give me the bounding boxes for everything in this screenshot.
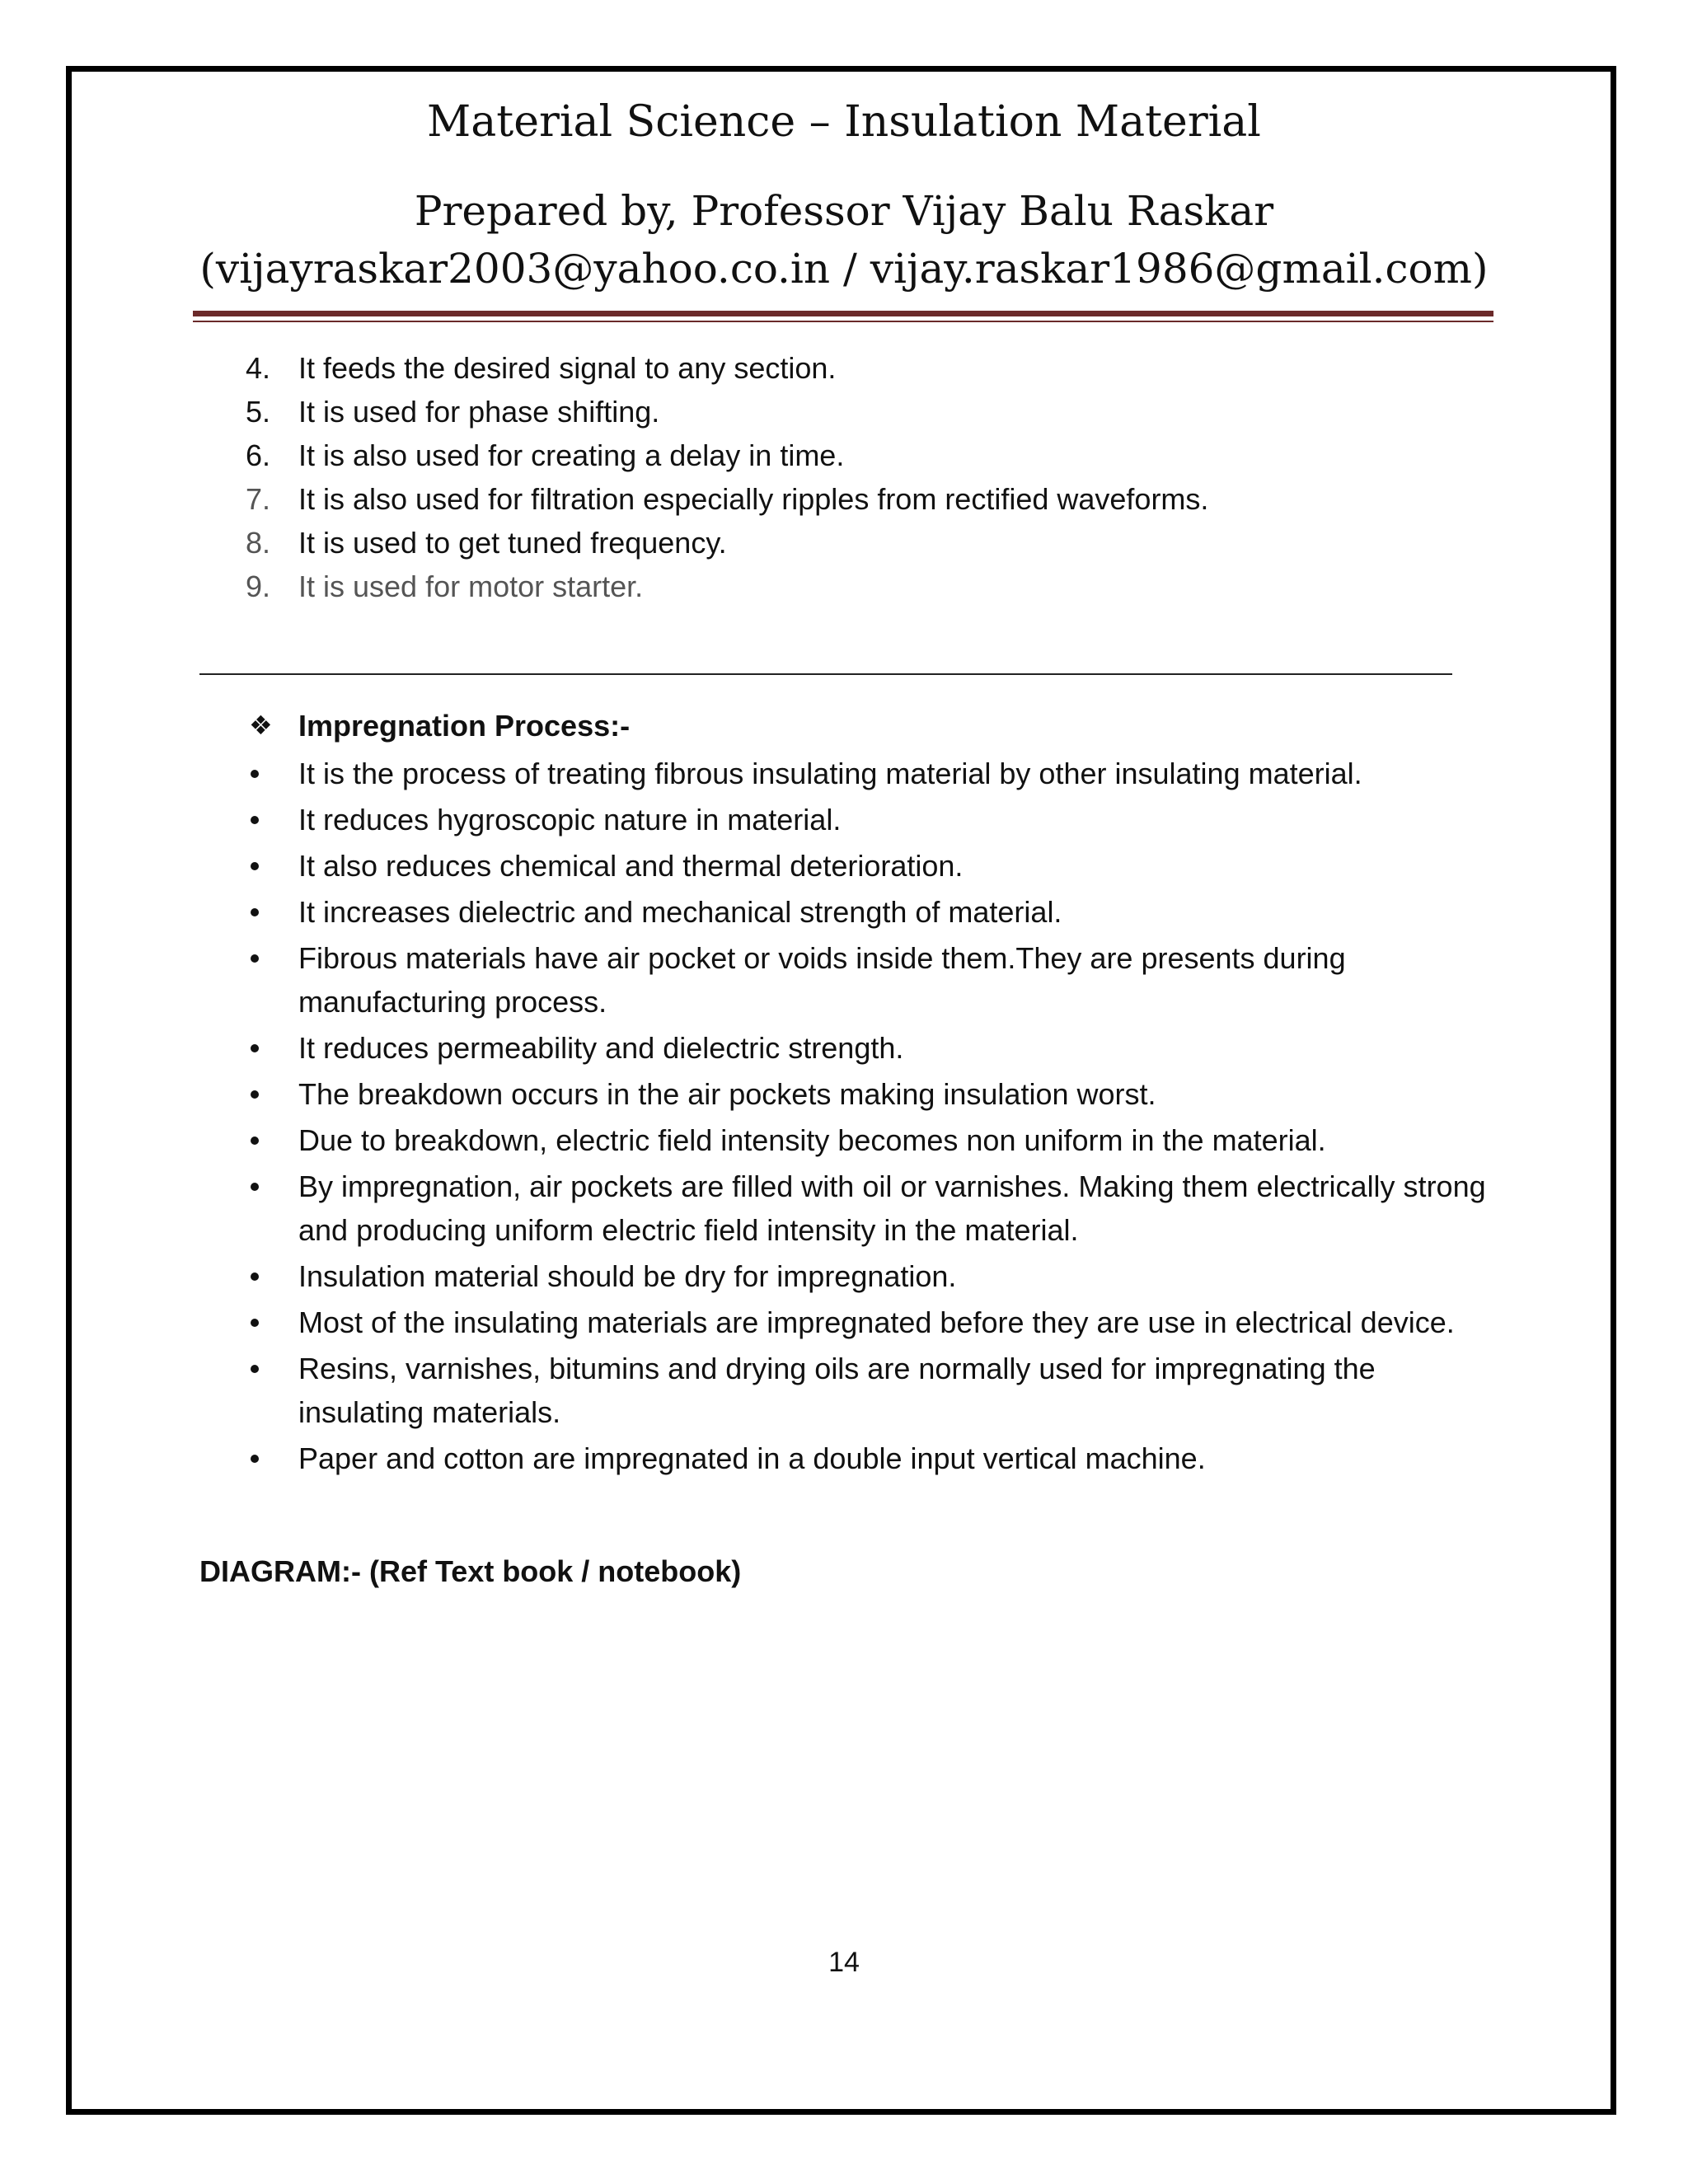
bullet-item: [247, 752, 1500, 795]
bullet-dot-icon: [247, 1072, 298, 1116]
list-item: [246, 524, 1482, 568]
bullet-item: [247, 1026, 1500, 1070]
bullet-text: Resins, varnishes, bitumins and drying oils are normally used for impregnating the insulating materials.: [298, 1352, 1376, 1429]
bullet-item: [247, 1301, 1500, 1344]
bullet-dot-icon: [247, 844, 298, 888]
list-text: It is used for motor starter.: [298, 569, 644, 603]
bullet-text: The breakdown occurs in the air pockets making insulation worst.: [298, 1077, 1156, 1111]
list-text: It is used for phase shifting.: [298, 395, 660, 429]
bullet-list: [247, 752, 1500, 1483]
section-heading: [247, 709, 630, 743]
page-number: 14: [828, 1947, 860, 1978]
bullet-item: [247, 1165, 1500, 1252]
header-rule-thin: [193, 321, 1493, 322]
list-item: [246, 437, 1482, 480]
bullet-dot-icon: [247, 1026, 298, 1070]
section-separator: [199, 673, 1452, 675]
list-text: It is used to get tuned frequency.: [298, 526, 727, 560]
list-number: 5.: [246, 395, 271, 429]
diagram-label: DIAGRAM:- (Ref Text book / notebook): [199, 1554, 742, 1588]
bullet-dot-icon: [247, 1301, 298, 1344]
header-rule-thick: [193, 311, 1493, 316]
bullet-text: It is the process of treating fibrous insulating material by other insulating material.: [298, 757, 1362, 790]
bullet-text: Fibrous materials have air pocket or voids inside them.They are presents during manufacturing process.: [298, 941, 1346, 1019]
bullet-dot-icon: [247, 936, 298, 1024]
bullet-item: [247, 1072, 1500, 1116]
bullet-dot-icon: [247, 798, 298, 841]
bullet-text: It reduces hygroscopic nature in material.: [298, 803, 842, 837]
bullet-dot-icon: [247, 1254, 298, 1298]
list-number: 4.: [246, 351, 271, 385]
bullet-text: It increases dielectric and mechanical strength of material.: [298, 895, 1062, 929]
bullet-text: Due to breakdown, electric field intensity becomes non uniform in the material.: [298, 1123, 1326, 1157]
numbered-list: [246, 349, 1482, 612]
list-text: It is also used for filtration especially ripples from rectified waveforms.: [298, 482, 1209, 516]
list-number: 6.: [246, 438, 271, 472]
list-item: [246, 480, 1482, 524]
list-text: It feeds the desired signal to any section.: [298, 351, 837, 385]
list-text: It is also used for creating a delay in time.: [298, 438, 845, 472]
bullet-item: [247, 798, 1500, 841]
list-number: 8.: [246, 526, 271, 560]
list-item: [246, 568, 1482, 612]
bullet-item: [247, 1436, 1500, 1480]
bullet-item: [247, 1118, 1500, 1162]
bullet-text: By impregnation, air pockets are filled with oil or varnishes. Making them electrically strong and producing uniform electric field intensity in the material.: [298, 1169, 1486, 1247]
list-item: [246, 349, 1482, 393]
bullet-item: [247, 890, 1500, 934]
bullet-item: [247, 1254, 1500, 1298]
bullet-dot-icon: [247, 1118, 298, 1162]
bullet-dot-icon: [247, 1165, 298, 1252]
bullet-item: [247, 844, 1500, 888]
bullet-item: [247, 1347, 1500, 1434]
author-line: Prepared by, Professor Vijay Balu Raskar: [414, 187, 1274, 235]
bullet-dot-icon: [247, 1436, 298, 1480]
bullet-item: [247, 936, 1500, 1024]
list-number: 7.: [246, 482, 271, 516]
diamond-bullet-icon: [247, 710, 298, 743]
list-item: [246, 393, 1482, 437]
bullet-text: It also reduces chemical and thermal deterioration.: [298, 849, 964, 883]
bullet-text: Paper and cotton are impregnated in a double input vertical machine.: [298, 1441, 1206, 1475]
bullet-dot-icon: [247, 890, 298, 934]
bullet-dot-icon: [247, 1347, 298, 1434]
document-title: Material Science – Insulation Material: [427, 97, 1261, 147]
bullet-dot-icon: [247, 752, 298, 795]
list-number: 9.: [246, 569, 271, 603]
bullet-text: Insulation material should be dry for impregnation.: [298, 1259, 957, 1293]
bullet-text: It reduces permeability and dielectric strength.: [298, 1031, 904, 1065]
author-email: (vijayraskar2003@yahoo.co.in / vijay.raskar1986@gmail.com): [199, 245, 1489, 293]
section-heading-text: Impregnation Process:-: [298, 709, 631, 743]
bullet-text: Most of the insulating materials are impregnated before they are use in electrical device.: [298, 1305, 1455, 1339]
